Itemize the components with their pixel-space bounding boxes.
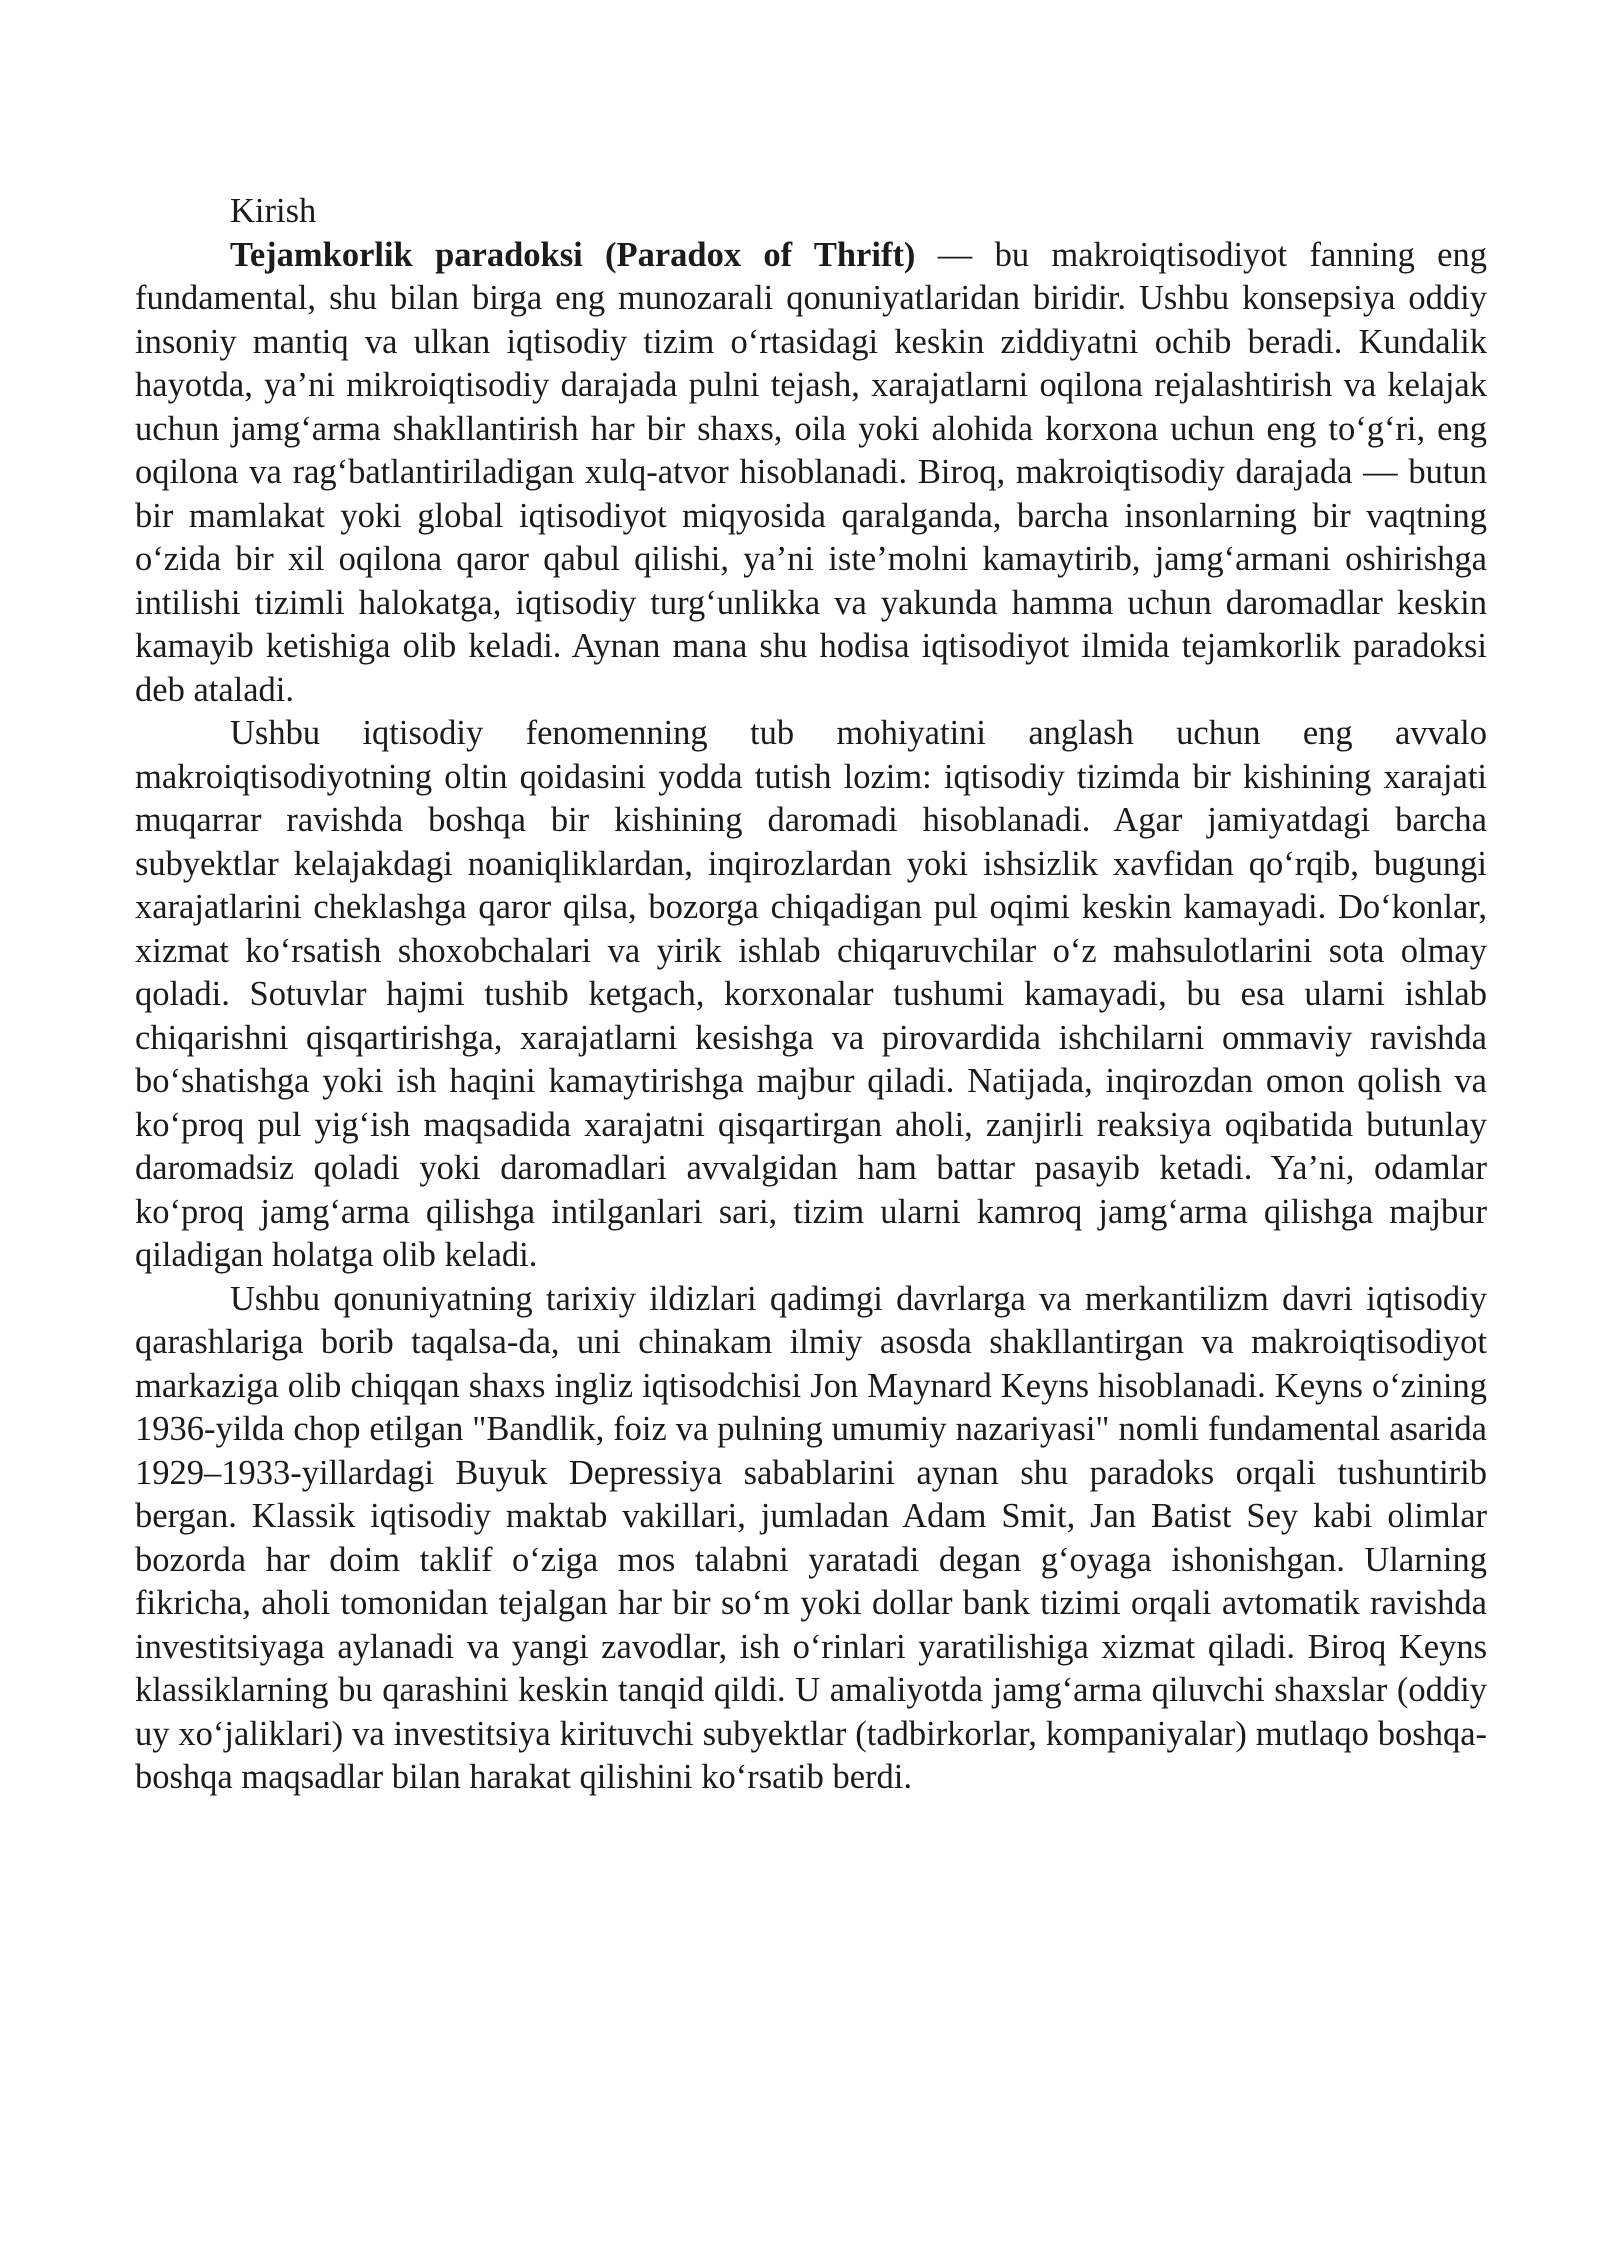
term-bold: Tejamkorlik paradoksi (Paradox of Thrift): [230, 235, 916, 274]
paragraph-history: [135, 1278, 1487, 1800]
paragraph-intro: [135, 234, 1487, 713]
paragraph-text: — bu makroiqtisodiyot fanning eng fundamental, shu bilan birga eng munozarali qonuniyatlaridan biridir. Ushbu konsepsiya oddiy insoniy mantiq va ulkan iqtisodiy tizim oʻrtasidagi keskin ziddiyatni ochib beradi. Kundalik hayotda, ya’ni mikroiqtisodiy darajada pulni tejash, xarajatlarni oqilona rejalashtirish va kelajak uchun jamgʻarma shakllantirish har bir shaxs, oila yoki alohida korxona uchun eng toʻgʻri, eng oqilona va ragʻbatlantiriladigan xulq-atvor hisoblanadi. Biroq, makroiqtisodiy darajada — butun bir mamlakat yoki global iqtisodiyot miqyosida qaralganda, barcha insonlarning bir vaqtning oʻzida bir xil oqilona qaror qabul qilishi, ya’ni iste’molni kamaytirib, jamgʻarmani oshirishga intilishi tizimli halokatga, iqtisodiy turgʻunlikka va yakunda hamma uchun daromadlar keskin kamayib ketishiga olib keladi. Aynan mana shu hodisa iqtisodiyot ilmida tejamkorlik paradoksi deb ataladi.: [135, 235, 1487, 709]
paragraph-text: Ushbu qonuniyatning tarixiy ildizlari qadimgi davrlarga va merkantilizm davri iqtisodiy qarashlariga borib taqalsa-da, uni chinakam ilmiy asosda shakllantirgan va makroiqtisodiyot markaziga olib chiqqan shaxs ingliz iqtisodchisi Jon Maynard Keyns hisoblanadi. Keyns oʻzining 1936-yilda chop etilgan "Bandlik, foiz va pulning umumiy nazariyasi" nomli fundamental asarida 1929–1933-yillardagi Buyuk Depressiya sabablarini aynan shu paradoks orqali tushuntirib bergan. Klassik iqtisodiy maktab vakillari, jumladan Adam Smit, Jan Batist Sey kabi olimlar bozorda har doim taklif oʻziga mos talabni yaratadi degan gʻoyaga ishonishgan. Ularning fikricha, aholi tomonidan tejalgan har bir soʻm yoki dollar bank tizimi orqali avtomatik ravishda investitsiyaga aylanadi va yangi zavodlar, ish oʻrinlari yaratilishiga xizmat qiladi. Biroq Keyns klassiklarning bu qarashini keskin tanqid qildi. U amaliyotda jamgʻarma qiluvchi shaxslar (oddiy uy xoʻjaliklari) va investitsiya kirituvchi subyektlar (tadbirkorlar, kompaniyalar) mutlaqo boshqa-boshqa maqsadlar bilan harakat qilishini koʻrsatib berdi.: [135, 1279, 1487, 1796]
paragraph-mechanism: [135, 712, 1487, 1278]
paragraph-text: Ushbu iqtisodiy fenomenning tub mohiyatini anglash uchun eng avvalo makroiqtisodiyotning oltin qoidasini yodda tutish lozim: iqtisodiy tizimda bir kishining xarajati muqarrar ravishda boshqa bir kishining daromadi hisoblanadi. Agar jamiyatdagi barcha subyektlar kelajakdagi noaniqliklardan, inqirozlardan yoki ishsizlik xavfidan qoʻrqib, bugungi xarajatlarini cheklashga qaror qilsa, bozorga chiqadigan pul oqimi keskin kamayadi. Doʻkonlar, xizmat koʻrsatish shoxobchalari va yirik ishlab chiqaruvchilar oʻz mahsulotlarini sota olmay qoladi. Sotuvlar hajmi tushib ketgach, korxonalar tushumi kamayadi, bu esa ularni ishlab chiqarishni qisqartirishga, xarajatlarni kesishga va pirovardida ishchilarni ommaviy ravishda boʻshatishga yoki ish haqini kamaytirishga majbur qiladi. Natijada, inqirozdan omon qolish va koʻproq pul yigʻish maqsadida xarajatni qisqartirgan aholi, zanjirli reaksiya oqibatida butunlay daromadsiz qoladi yoki daromadlari avvalgidan ham battar pasayib ketadi. Ya’ni, odamlar koʻproq jamgʻarma qilishga intilganlari sari, tizim ularni kamroq jamgʻarma qilishga majbur qiladigan holatga olib keladi.: [135, 714, 1487, 1274]
document-page: [135, 190, 1487, 1800]
section-heading: Kirish: [230, 192, 317, 230]
